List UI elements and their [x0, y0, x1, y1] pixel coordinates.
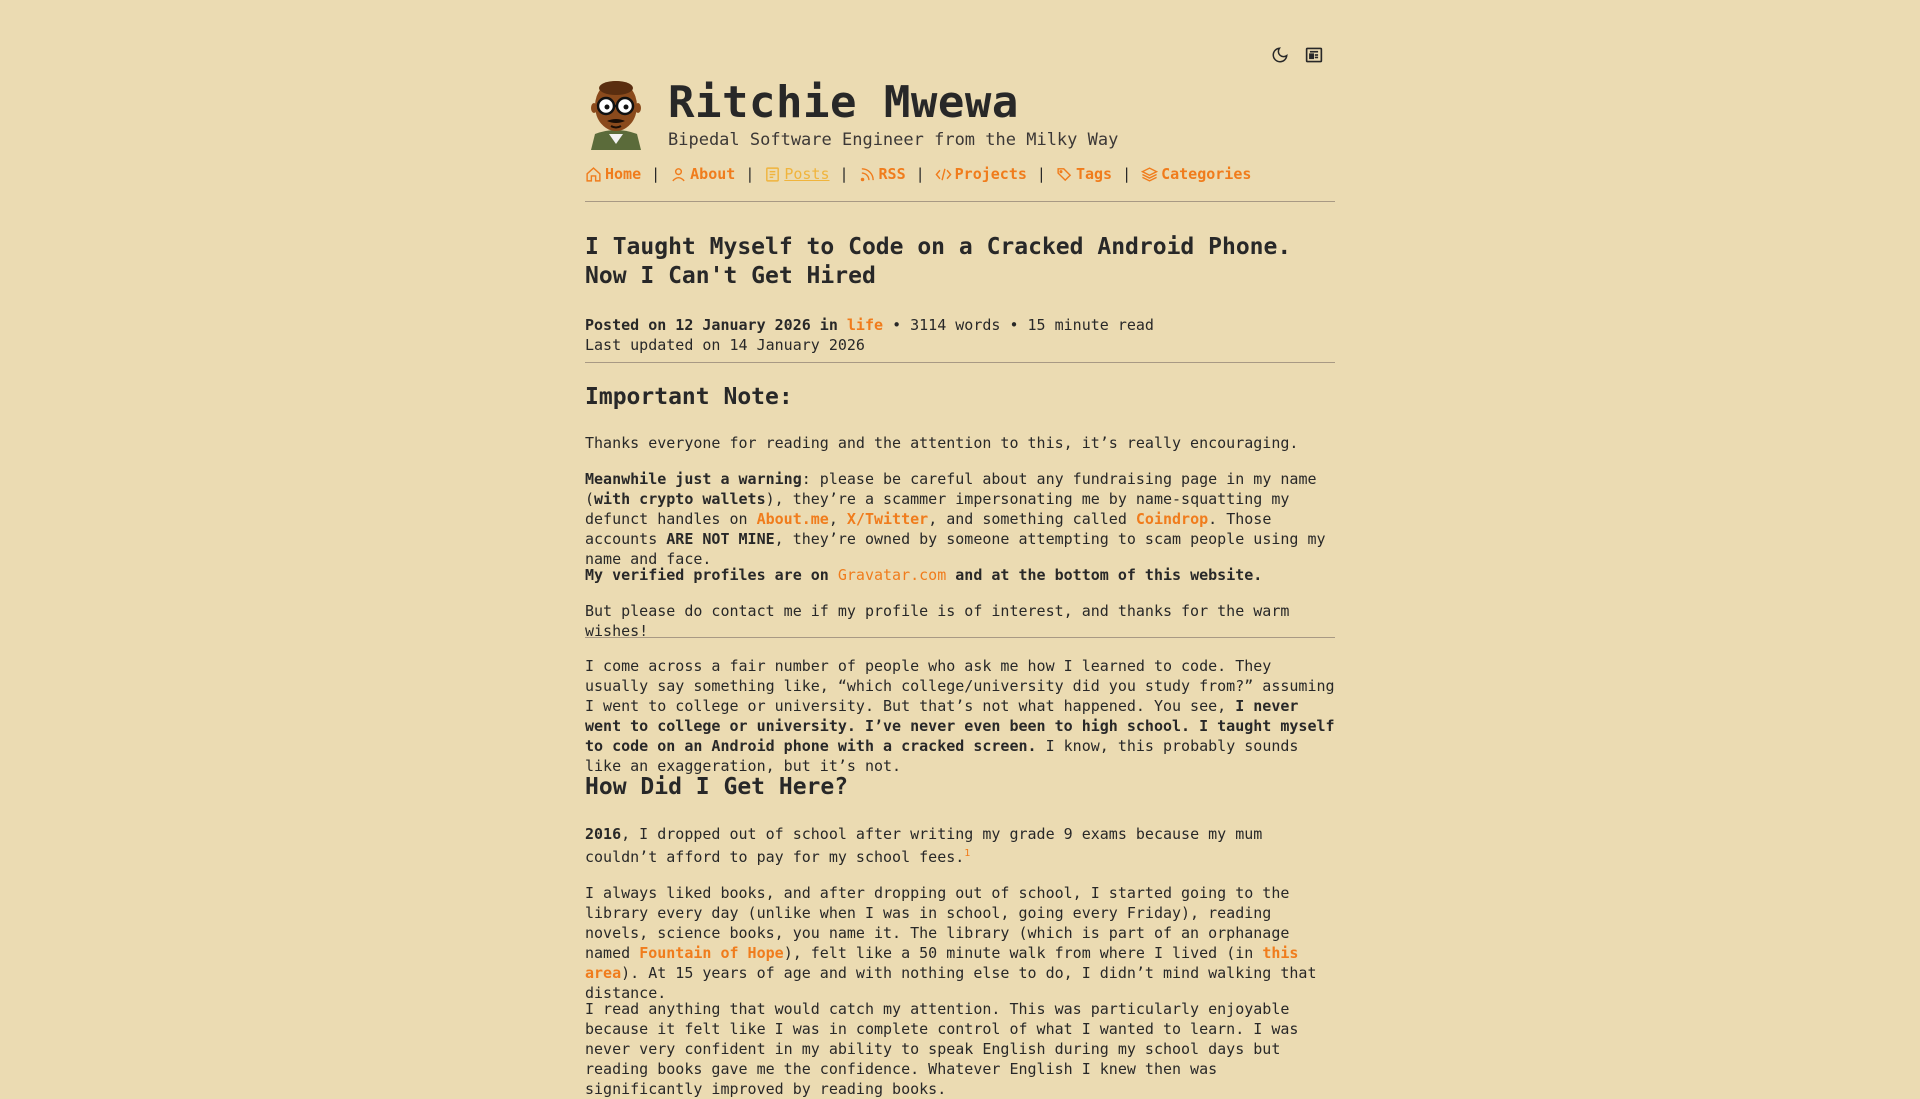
note-bold-crypto: with crypto wallets [594, 490, 766, 508]
avatar[interactable] [585, 76, 647, 150]
fountain-of-hope-link[interactable]: Fountain of Hope [639, 944, 784, 962]
intro-paragraph [585, 656, 1335, 776]
note-divider [585, 637, 1335, 638]
note-paragraph-4: But please do contact me if my profile is of interest, and thanks for the warm wishes! [585, 602, 1290, 640]
note-text: ), they’re a scammer impersonating me by name-squatting my defunct handles on [585, 490, 1290, 528]
note-text: : please be careful about any fundraising page in my name ( [585, 470, 1317, 508]
note-paragraph-2 [585, 469, 1335, 569]
post-meta-line [585, 315, 1154, 335]
top-icons [1269, 44, 1325, 66]
user-icon [670, 166, 687, 183]
main-nav [585, 165, 1251, 183]
note-warning-label: Meanwhile just a warning [585, 470, 802, 488]
library-text: ), felt like a 50 minute walk from where I lived (in [783, 944, 1254, 962]
reader-icon[interactable] [1303, 44, 1325, 66]
reading-paragraph: I read anything that would catch my attention. This was particularly enjoyable because it felt like I was in complete control of what I wanted to learn. I was never very confident in my ability to speak English during my school days but reading books gave me the confidence. Whatever English I knew then was significantly improved by reading books. [585, 1000, 1299, 1098]
nav-separator: | [651, 165, 661, 183]
library-text: I always liked books, and after dropping out of school, I started going to the library every day (unlike when I was in school, going every Friday), reading novels, science books, you name it. The library (which is part of an orphanage named [585, 884, 1290, 962]
library-paragraph [585, 883, 1335, 1003]
note-paragraph-1: Thanks everyone for reading and the attention to this, it’s really encouraging. [585, 434, 1299, 452]
year-2016: 2016 [585, 825, 622, 843]
library-text: ). At 15 years of age and with nothing else to do, I didn’t mind walking that distance. [585, 964, 1317, 1002]
document-icon [764, 166, 781, 183]
nav-posts[interactable] [764, 165, 829, 183]
layers-icon [1141, 166, 1158, 183]
tag-icon [1056, 166, 1073, 183]
gravatar-link[interactable]: Gravatar.com [837, 566, 947, 584]
nav-home-label: Home [605, 165, 642, 183]
home-icon [585, 166, 602, 183]
coindrop-link[interactable]: Coindrop [1135, 510, 1209, 528]
intro-text-end: I know, this probably sounds like an exaggeration, but it’s not. [585, 737, 1299, 775]
nav-separator: | [745, 165, 755, 183]
nav-tags-label: Tags [1075, 165, 1113, 183]
nav-rss-label: RSS [878, 165, 906, 183]
nav-separator: | [839, 165, 849, 183]
this-area-link[interactable]: this area [585, 944, 1299, 982]
site-subtitle: Bipedal Software Engineer from the Milky Way [668, 130, 1119, 150]
nav-posts-label: Posts [784, 165, 830, 183]
site-title[interactable]: Ritchie Mwewa [668, 77, 1019, 128]
important-note-heading: Important Note: [585, 384, 793, 410]
nav-about[interactable] [670, 165, 735, 183]
posted-date: Posted on 12 January 2026 in [585, 316, 838, 334]
note-text: , they’re owned by someone attempting to scam people using my name and face. [585, 530, 1326, 568]
nav-projects[interactable] [935, 165, 1027, 183]
paragraph-2016 [585, 824, 1335, 867]
note-paragraph-3 [585, 565, 1335, 585]
nav-projects-label: Projects [954, 165, 1027, 183]
footnote-ref[interactable]: 1 [964, 848, 971, 859]
meta-divider [585, 362, 1335, 363]
moon-icon[interactable] [1269, 44, 1291, 66]
note-verified-label: My verified profiles are on [585, 566, 829, 584]
nav-separator: | [1036, 165, 1046, 183]
intro-bold: I never went to college or university. I’ve never even been to high school. I taught myself to code on an Android phone with a cracked screen. [585, 697, 1335, 755]
nav-separator: | [915, 165, 925, 183]
aboutme-link[interactable]: About.me [756, 510, 829, 528]
header-divider [585, 201, 1335, 202]
site-header [585, 76, 1118, 150]
code-icon [935, 166, 952, 183]
rss-icon [859, 166, 876, 183]
post-title: I Taught Myself to Code on a Cracked Android Phone. Now I Can't Get Hired [585, 234, 1292, 289]
post-stats: • 3114 words • 15 minute read [892, 316, 1154, 334]
nav-rss[interactable] [859, 165, 906, 183]
section-heading: How Did I Get Here? [585, 774, 849, 800]
note-verified-suffix: and at the bottom of this website. [955, 566, 1263, 584]
intro-text: I come across a fair number of people who ask me how I learned to code. They usually say something like, “which college/university did you study from?” assuming I went to college or university. But that’s not what happened. You see, [585, 657, 1335, 715]
twitter-link[interactable]: X/Twitter [846, 510, 929, 528]
note-text: , [828, 510, 838, 528]
category-link[interactable]: life [846, 316, 884, 334]
note-text: , and something called [928, 510, 1127, 528]
nav-about-label: About [690, 165, 736, 183]
post-updated: Last updated on 14 January 2026 [585, 336, 865, 354]
nav-home[interactable] [585, 165, 641, 183]
post-meta [585, 315, 1154, 355]
note-text: . Those accounts [585, 510, 1272, 548]
nav-categories-label: Categories [1161, 165, 1252, 183]
site-title-block [668, 76, 1118, 150]
nav-tags[interactable] [1056, 165, 1112, 183]
paragraph-2016-text: , I dropped out of school after writing my grade 9 exams because my mum couldn’t afford to pay for my school fees. [585, 825, 1263, 866]
nav-categories[interactable] [1141, 165, 1251, 183]
note-bold-not-mine: ARE NOT MINE [666, 530, 775, 548]
nav-separator: | [1122, 165, 1132, 183]
